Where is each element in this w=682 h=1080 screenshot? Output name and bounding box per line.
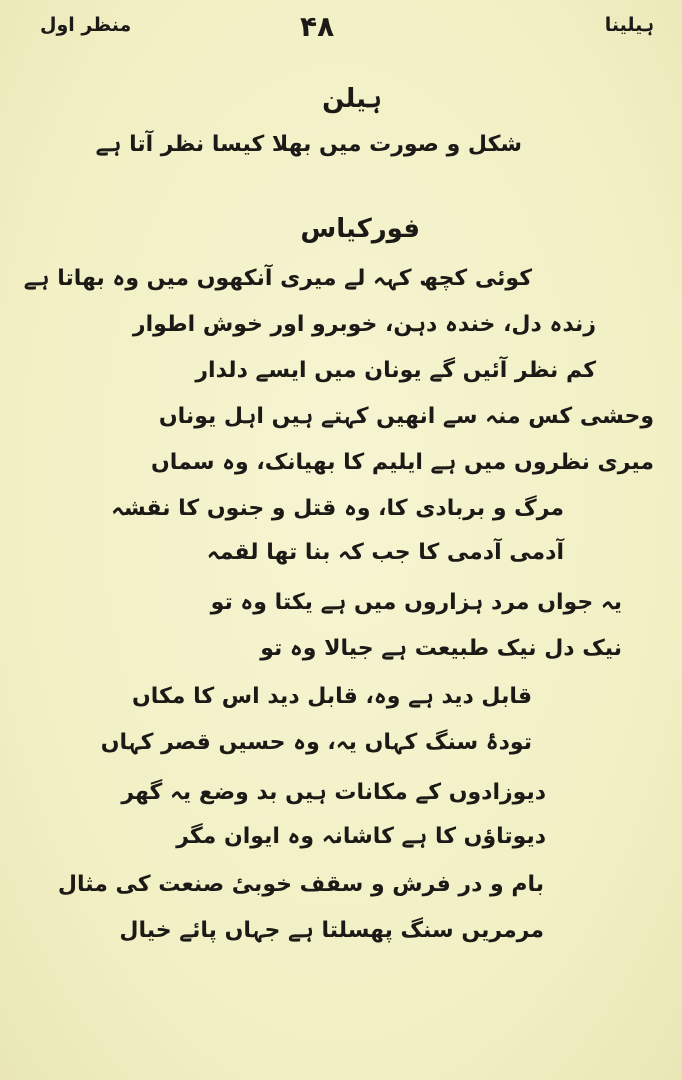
verse-line: تودۂ سنگ کہاں یہ، وہ حسیں قصر کہاں xyxy=(100,730,532,755)
verse-line: نیک دل نیک طبیعت ہے جیالا وہ تو xyxy=(260,636,622,661)
verse-line: مرمریں سنگ پھسلتا ہے جہاں پائے خیال xyxy=(119,918,544,943)
verse-line: آدمی آدمی کا جب کہ بنا تھا لقمہ xyxy=(206,540,564,565)
verse-line: مرگ و بربادی کا، وہ قتل و جنوں کا نقشہ xyxy=(111,496,564,521)
verse-line: بام و در فرش و سقف خوبیٔ صنعت کی مثال xyxy=(57,872,544,897)
verse-line: دیوتاؤں کا ہے کاشانہ وہ ایوان مگر xyxy=(176,824,546,849)
verse-line: قابل دید ہے وہ، قابل دید اس کا مکاں xyxy=(131,684,532,709)
verse-line: یہ جواں مرد ہزاروں میں ہے یکتا وہ تو xyxy=(210,590,622,615)
verse-line: کوئی کچھ کہہ لے میری آنکھوں میں وہ بھاتا ہے xyxy=(23,266,532,291)
verse-line: دیوزادوں کے مکانات ہیں بد وضع یہ گھر xyxy=(121,780,546,805)
speaker-phorkyas: فورکیاس xyxy=(300,214,420,244)
verse-line: میری نظروں میں ہے ایلیم کا بھیانک، وہ سماں xyxy=(151,450,654,475)
speaker-helen: ہیلن xyxy=(322,84,382,114)
verse-line: وحشی کس منہ سے انھیں کہتے ہیں اہل یوناں xyxy=(158,404,654,429)
verse-line: زندہ دل، خندہ دہن، خوبرو اور خوش اطوار xyxy=(132,312,596,337)
page-number: ۴۸ xyxy=(300,10,335,43)
scene-title: منظر اول xyxy=(40,14,132,36)
running-title: ہیلینا xyxy=(604,14,654,36)
verse-line: کم نظر آئیں گے یونان میں ایسے دلدار xyxy=(195,358,596,383)
verse-line: شکل و صورت میں بھلا کیسا نظر آتا ہے xyxy=(95,132,522,157)
